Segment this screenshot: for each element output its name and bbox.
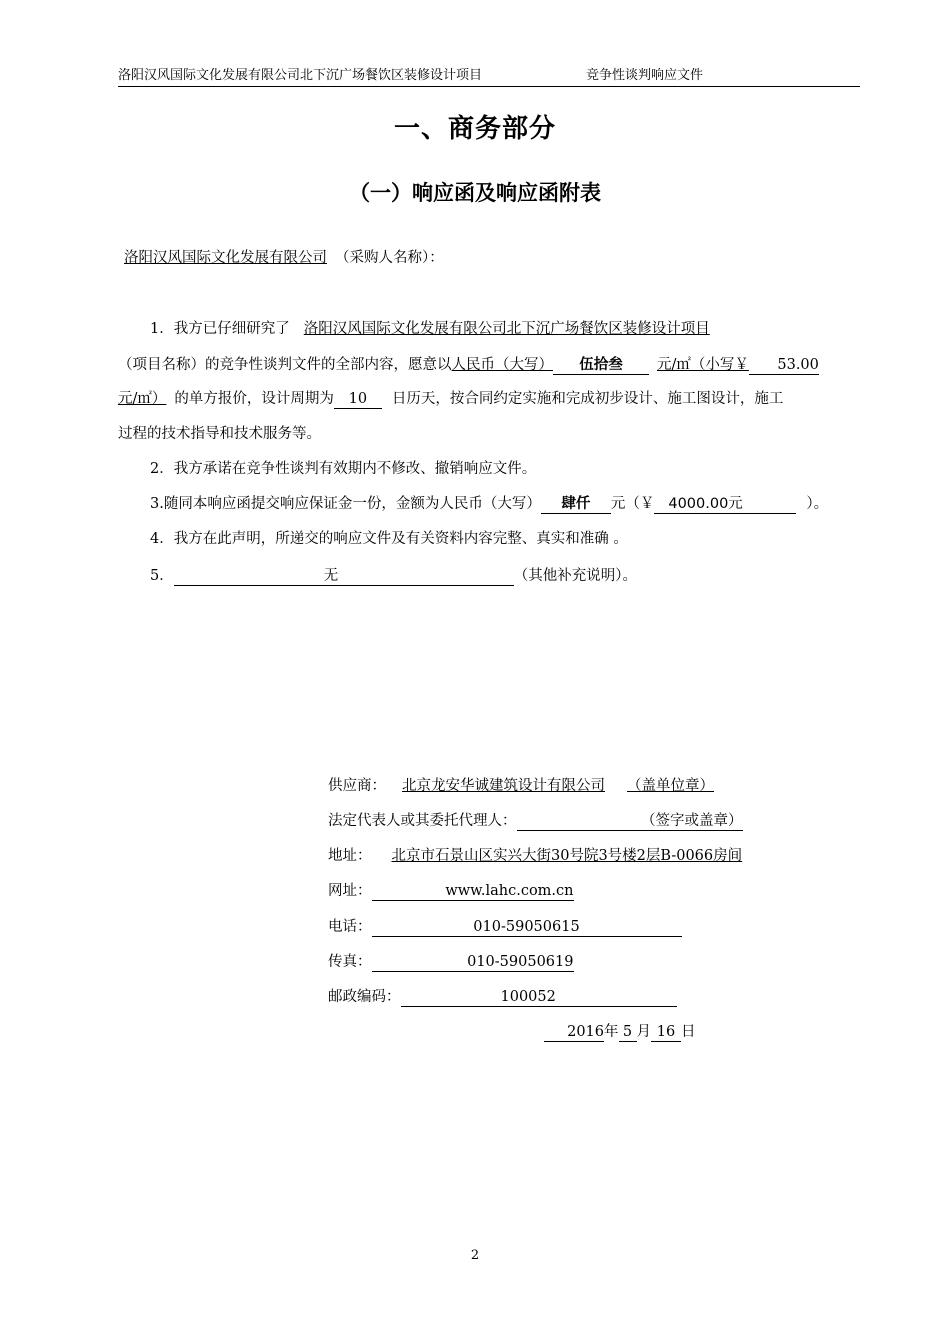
item2: 2．我方承诺在竞争性谈判有效期内不修改、撤销响应文件。 xyxy=(150,461,537,477)
unit-label-2: 元/㎡） xyxy=(118,391,167,407)
addressee-line xyxy=(118,248,444,268)
address-value: 北京市石景山区实兴大街30号院3号楼2层B-0066房间 xyxy=(391,848,743,864)
representative-line xyxy=(328,811,743,831)
postcode-line xyxy=(328,987,677,1007)
fax-value: 010-59050619 xyxy=(372,953,574,972)
address-line xyxy=(328,846,742,866)
header-document-type: 竞争性谈判响应文件 xyxy=(586,68,704,83)
item5-suffix: （其他补充说明）。 xyxy=(513,568,637,584)
representative-signature: （签字或盖章） xyxy=(517,812,743,831)
deposit-upper: 肆仟 xyxy=(541,495,611,514)
header-project-title: 洛阳汉风国际文化发展有限公司北下沉广场餐饮区装修设计项目 xyxy=(118,68,483,83)
item4: 4．我方在此声明，所递交的响应文件及有关资料内容完整、真实和准确 。 xyxy=(150,531,628,547)
currency-label: 人民币（大写） xyxy=(451,357,553,373)
project-name: 洛阳汉风国际文化发展有限公司北下沉广场餐饮区装修设计项目 xyxy=(303,321,710,337)
section-title: 一、商务部分 xyxy=(393,114,556,144)
supplier-label: 供应商： xyxy=(328,778,386,794)
deposit-lower: 4000.00元 xyxy=(654,495,796,514)
website-line xyxy=(328,881,574,901)
address-label: 地址： xyxy=(328,848,372,864)
purchaser-name: 洛阳汉风国际文化发展有限公司 xyxy=(124,250,327,266)
item1-text-a: （项目名称）的竞争性谈判文件的全部内容，愿意以 xyxy=(118,357,452,373)
purchaser-label: （采购人名称）： xyxy=(335,250,444,266)
website-value: www.lahc.com.cn xyxy=(372,882,574,901)
date-month: 5 xyxy=(619,1023,637,1042)
supplier-name: 北京龙安华诚建筑设计有限公司 （盖单位章） xyxy=(402,778,714,794)
price-upper: 伍拾叁 xyxy=(553,356,649,375)
item3-suffix: ）。 xyxy=(806,496,829,512)
design-days: 10 xyxy=(334,390,382,409)
phone-value: 010-59050615 xyxy=(372,918,682,937)
fax-line xyxy=(328,952,574,972)
item5 xyxy=(150,566,637,586)
phone-line xyxy=(328,917,682,937)
item1-line3 xyxy=(118,389,783,409)
postcode-label: 邮政编码： xyxy=(328,989,401,1005)
phone-label: 电话： xyxy=(328,919,372,935)
item3-prefix: 3.随同本响应函提交响应保证金一份，金额为人民币（大写） xyxy=(150,496,541,512)
unit-label: 元/㎡（小写￥ xyxy=(657,357,749,373)
date-day: 16 xyxy=(651,1023,681,1042)
representative-label: 法定代表人或其委托代理人： xyxy=(328,813,517,829)
item3 xyxy=(150,494,828,514)
item5-prefix: 5． xyxy=(150,568,174,584)
item1-text-c: 日历天，按合同约定实施和完成初步设计、施工图设计，施工 xyxy=(391,391,784,407)
item3-mid: 元（￥ xyxy=(610,496,655,512)
item1-line4: 过程的技术指导和技术服务等。 xyxy=(118,426,321,442)
postcode-value: 100052 xyxy=(401,988,677,1007)
other-notes: 无 xyxy=(174,567,514,586)
page-header xyxy=(118,66,860,87)
item1-text-b: 的单方报价，设计周期为 xyxy=(174,391,334,407)
fax-label: 传真： xyxy=(328,954,372,970)
date-year: 2016 xyxy=(544,1023,604,1042)
item1-line1 xyxy=(150,319,710,339)
section-subtitle: （一）响应函及响应函附表 xyxy=(349,181,601,205)
supplier-line xyxy=(328,776,714,796)
price-lower: 53.00 xyxy=(749,356,819,375)
page-number: 2 xyxy=(470,1248,480,1263)
date-line: 2016年 5 月 16 日 xyxy=(544,1022,696,1042)
item1-line2 xyxy=(118,355,819,375)
website-label: 网址： xyxy=(328,883,372,899)
item1-prefix: 1．我方已仔细研究了 xyxy=(150,321,290,337)
